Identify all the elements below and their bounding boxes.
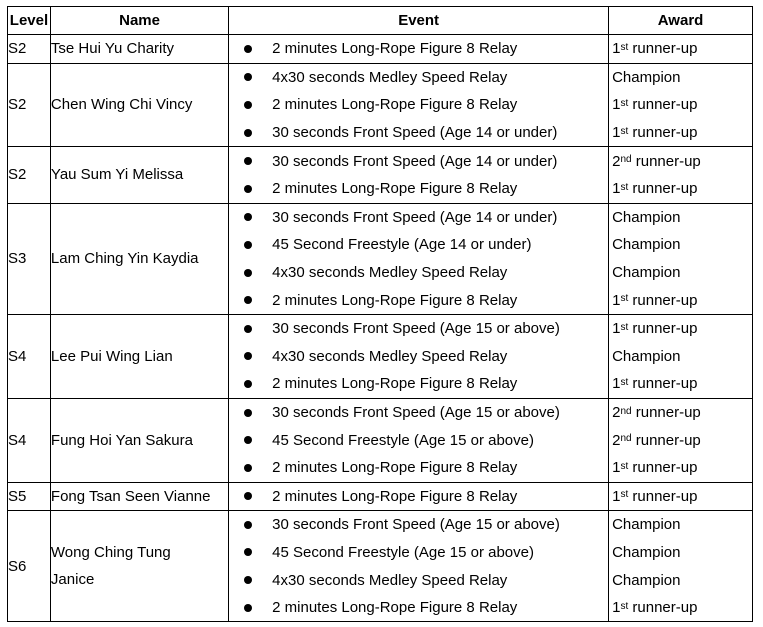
award-item: 1 $^{st}$ runner-up [612,40,698,58]
event-item [229,370,608,398]
table-body [8,35,753,622]
award-tail: runner-up [628,320,698,338]
event-label: 30 seconds Front Speed (Age 15 or above) [272,516,560,534]
event-item [229,231,608,259]
table-row [8,35,753,64]
student-name-line: Tse Hui Yu Charity [50,40,175,58]
award-cell [609,482,753,511]
bullet-icon [244,45,252,53]
student-name-line: Wong Ching Tung [50,544,171,562]
bullet-icon [244,269,252,277]
event-label: 2 minutes Long-Rope Figure 8 Relay [272,599,518,617]
event-item [229,35,608,63]
bullet-icon [244,213,252,221]
event-item [229,259,608,287]
award-item: 2 $^{nd}$ runner-up [612,431,701,449]
award-base: 1 [612,40,621,58]
award-base: 2 [612,404,621,422]
event-item [229,399,608,427]
student-name-cell [50,203,228,314]
award-item [609,566,752,594]
awards-table [7,6,753,622]
award-tail: runner-up [628,459,698,477]
event-cell [229,482,609,511]
award-tail: runner-up [628,599,698,617]
award-base: 1 [612,375,621,393]
event-label: 2 minutes Long-Rope Figure 8 Relay [272,459,518,477]
bullet-icon [244,185,252,193]
award-tail: runner-up [628,180,698,198]
award-item: 1 $^{st}$ runner-up [612,291,698,309]
header-level: Level [8,7,51,35]
bullet-icon [244,548,252,556]
header-row [8,7,753,35]
award-cell [609,203,753,314]
award-tail: runner-up [631,404,701,422]
bullet-icon [244,576,252,584]
award-cell [609,398,753,482]
student-name-cell [50,35,228,64]
award-tail: runner-up [628,291,698,309]
award-item: 1 $^{st}$ runner-up [612,96,698,114]
event-cell [229,511,609,622]
event-label: 45 Second Freestyle (Age 14 or under) [272,236,532,254]
award-cell [609,147,753,203]
student-name-cell [50,398,228,482]
event-label: 45 Second Freestyle (Age 15 or above) [272,543,534,561]
event-item [229,511,608,539]
event-item [229,204,608,232]
event-cell [229,314,609,398]
event-label: 30 seconds Front Speed (Age 14 or under) [272,208,558,226]
table-row [8,63,753,147]
student-name-cell [50,147,228,203]
event-label: 2 minutes Long-Rope Figure 8 Relay [272,96,518,114]
award-item: 1 $^{st}$ runner-up [612,459,698,477]
award-cell [609,314,753,398]
student-name-line: Chen Wing Chi Vincy [50,96,193,114]
award-base: Champion [612,208,681,226]
student-name-line: Fong Tsan Seen Vianne [50,487,211,505]
level-cell: S2 [8,63,51,147]
event-cell [229,63,609,147]
event-cell [229,398,609,482]
level-cell: S5 [8,482,51,511]
student-name-line: Fung Hoi Yan Sakura [50,431,193,449]
award-base: 2 [612,431,621,449]
level-cell: S4 [8,398,51,482]
award-tail: runner-up [628,96,698,114]
level-cell: S4 [8,314,51,398]
award-item: 1 $^{st}$ runner-up [612,180,698,198]
event-label: 4x30 seconds Medley Speed Relay [272,347,508,365]
award-item [609,231,752,259]
event-label: 4x30 seconds Medley Speed Relay [272,571,508,589]
student-name-line: Lee Pui Wing Lian [50,347,173,365]
event-item [229,175,608,203]
table-row [8,511,753,622]
award-tail: runner-up [628,487,698,505]
event-label: 30 seconds Front Speed (Age 14 or under) [272,124,558,142]
award-cell [609,63,753,147]
bullet-icon [244,325,252,333]
bullet-icon [244,436,252,444]
student-name-cell [50,511,228,622]
award-item: 2 $^{nd}$ runner-up [612,404,701,422]
bullet-icon [244,604,252,612]
award-base: 1 [612,320,621,338]
bullet-icon [244,492,252,500]
event-item [229,315,608,343]
award-tail: runner-up [631,431,701,449]
event-item [229,343,608,371]
bullet-icon [244,464,252,472]
award-tail: runner-up [628,40,698,58]
level-cell: S6 [8,511,51,622]
bullet-icon [244,352,252,360]
award-base: Champion [612,571,681,589]
event-label: 2 minutes Long-Rope Figure 8 Relay [272,375,518,393]
award-base: Champion [612,543,681,561]
award-base: 1 [612,599,621,617]
award-base: Champion [612,516,681,534]
award-item [609,64,752,92]
level-cell: S2 [8,147,51,203]
table-row [8,314,753,398]
award-item [609,343,752,371]
header-event: Event [229,7,609,35]
event-cell [229,35,609,64]
award-base: Champion [612,264,681,282]
bullet-icon [244,521,252,529]
event-label: 2 minutes Long-Rope Figure 8 Relay [272,487,518,505]
bullet-icon [244,380,252,388]
event-label: 30 seconds Front Speed (Age 15 or above) [272,404,560,422]
award-base: 1 [612,291,621,309]
award-item: 1 $^{st}$ runner-up [612,124,698,142]
award-base: 1 [612,459,621,477]
event-item [229,119,608,147]
award-base: 1 [612,487,621,505]
bullet-icon [244,409,252,417]
event-item [229,454,608,482]
bullet-icon [244,129,252,137]
award-tail: runner-up [628,124,698,142]
award-base: 1 [612,96,621,114]
level-cell: S3 [8,203,51,314]
award-item: 1 $^{st}$ runner-up [612,320,698,338]
award-base: Champion [612,68,681,86]
event-item [229,64,608,92]
award-item: 1 $^{st}$ runner-up [612,375,698,393]
bullet-icon [244,101,252,109]
bullet-icon [244,157,252,165]
award-item: 1 $^{st}$ runner-up [612,487,698,505]
event-label: 4x30 seconds Medley Speed Relay [272,264,508,282]
award-base: 1 [612,180,621,198]
bullet-icon [244,296,252,304]
table-row [8,398,753,482]
event-item [229,286,608,314]
award-item: 1 $^{st}$ runner-up [612,599,698,617]
event-item [229,483,608,511]
level-cell: S2 [8,35,51,64]
award-item: 2 $^{nd}$ runner-up [612,152,701,170]
award-cell [609,511,753,622]
award-tail: runner-up [628,375,698,393]
event-label: 45 Second Freestyle (Age 15 or above) [272,431,534,449]
award-tail: runner-up [631,152,701,170]
student-name-line: Janice [50,571,95,589]
event-label: 2 minutes Long-Rope Figure 8 Relay [272,291,518,309]
event-label: 30 seconds Front Speed (Age 14 or under) [272,152,558,170]
award-base: 1 [612,124,621,142]
event-cell [229,203,609,314]
award-base: 2 [612,152,621,170]
header-name: Name [50,7,228,35]
event-cell [229,147,609,203]
award-item [609,259,752,287]
student-name-line: Yau Sum Yi Melissa [50,166,184,184]
award-base: Champion [612,347,681,365]
student-name-cell [50,63,228,147]
event-item [229,539,608,567]
event-item [229,91,608,119]
event-label: 2 minutes Long-Rope Figure 8 Relay [272,180,518,198]
event-item [229,566,608,594]
student-name-cell [50,314,228,398]
event-item [229,147,608,175]
award-item [609,204,752,232]
event-label: 4x30 seconds Medley Speed Relay [272,68,508,86]
bullet-icon [244,241,252,249]
bullet-icon [244,73,252,81]
award-cell [609,35,753,64]
table-row [8,147,753,203]
student-name-cell [50,482,228,511]
event-label: 2 minutes Long-Rope Figure 8 Relay [272,40,518,58]
event-item [229,594,608,622]
table-row [8,482,753,511]
award-item [609,539,752,567]
event-item [229,426,608,454]
event-label: 30 seconds Front Speed (Age 15 or above) [272,320,560,338]
table-row [8,203,753,314]
award-item [609,511,752,539]
student-name-line: Lam Ching Yin Kaydia [50,250,199,268]
award-base: Champion [612,236,681,254]
header-award: Award [609,7,753,35]
